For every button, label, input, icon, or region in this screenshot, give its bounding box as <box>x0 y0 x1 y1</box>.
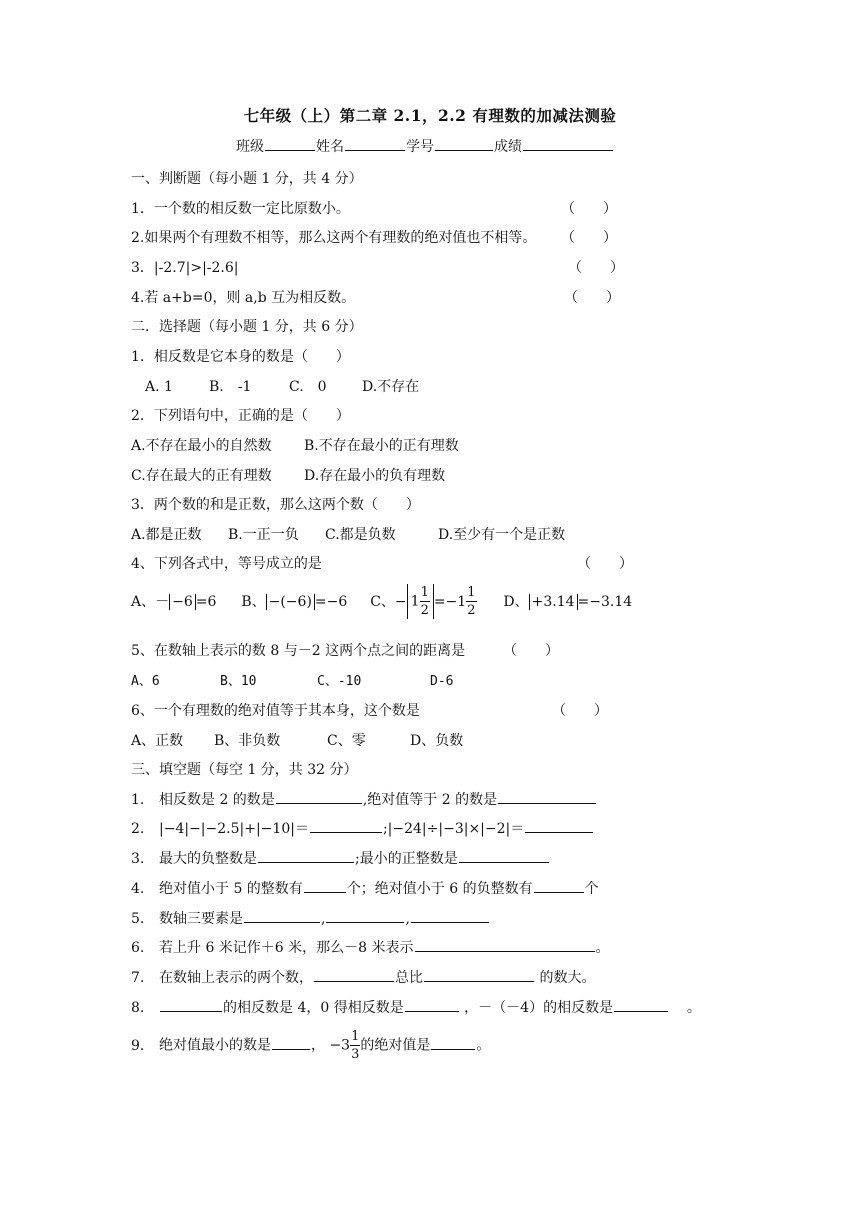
choice-q5-options <box>131 670 453 689</box>
option-d-result: =−3.14 <box>577 593 633 610</box>
score-blank[interactable] <box>523 136 613 151</box>
choice-q2-options-cd <box>131 465 445 485</box>
option-c[interactable] <box>370 585 481 618</box>
judge-q3: 3．|-2.7|>|-2.6| <box>131 260 239 276</box>
option-a-result: =6 <box>195 593 217 610</box>
option-c[interactable]: C、-10 <box>317 674 362 689</box>
question-number: 2. <box>131 821 145 837</box>
option-a[interactable]: A、6 <box>131 674 160 689</box>
option-b[interactable]: B.一正一负 <box>228 527 299 543</box>
name-blank[interactable] <box>345 136 405 151</box>
id-label: 学号 <box>406 139 434 155</box>
fill-q3-blank-2[interactable] <box>459 848 549 863</box>
question-number: 3. <box>131 851 145 867</box>
fill-q5: 5. 数轴三要素是 , , <box>131 908 490 928</box>
fill-q9-blank-1[interactable] <box>272 1035 310 1050</box>
fill-q6-blank-1[interactable] <box>415 937 595 952</box>
option-a[interactable]: A、正数 <box>131 733 184 749</box>
option-d[interactable]: D.至少有一个是正数 <box>438 527 566 543</box>
fill-q7-text-a: 在数轴上表示的两个数， <box>159 970 313 986</box>
choice-q1-options <box>145 376 419 396</box>
question-number: 8. <box>131 1000 145 1016</box>
option-c-result-fraction <box>466 586 476 617</box>
choice-q5-bracket[interactable]: （ ） <box>503 643 559 659</box>
option-b[interactable] <box>241 594 351 610</box>
question-number: 7. <box>131 970 145 986</box>
option-a-abs: −6 <box>169 594 196 610</box>
section1-heading: 一、判断题（每小题 1 分，共 4 分） <box>131 171 363 187</box>
fraction-numerator: 1 <box>467 585 476 600</box>
option-d-abs: +3.14 <box>529 594 578 610</box>
fill-q1-blank-2[interactable] <box>498 789 596 804</box>
option-a[interactable]: A.不存在最小的自然数 <box>131 438 272 454</box>
fraction-denominator: 2 <box>467 603 476 618</box>
fill-q6-text-a: 若上升 6 米记作＋6 米，那么－8 米表示 <box>159 940 414 956</box>
fill-q8-blank-3[interactable] <box>614 997 668 1012</box>
fill-q3-text-a: 最大的负整数是 <box>159 851 257 867</box>
fill-q8 <box>131 997 701 1017</box>
fill-q8-text-a: 的相反数是 4，0 得相反数是 <box>223 1000 404 1016</box>
choice-q2-options-ab <box>131 435 459 455</box>
fill-q7-blank-2[interactable] <box>424 967 534 982</box>
fraction-numerator: 1 <box>351 1029 360 1044</box>
name-label: 姓名 <box>316 139 344 155</box>
fill-q1-text-a: 相反数是 2 的数是 <box>159 792 275 808</box>
judge-q4-bracket[interactable]: （ ） <box>564 290 620 306</box>
question-number: 1. <box>131 792 145 808</box>
section3-heading: 三、填空题（每空 1 分，共 32 分） <box>131 762 358 778</box>
fill-q6 <box>131 937 610 957</box>
question-number: 9. <box>131 1037 145 1054</box>
fraction-numerator: 1 <box>420 585 429 600</box>
fill-q9-blank-2[interactable] <box>431 1035 475 1050</box>
option-b-abs: −(−6) <box>266 594 315 610</box>
fill-q6-text-b: 。 <box>595 940 610 956</box>
choice-q4-options <box>131 584 632 619</box>
option-b[interactable]: B.不存在最小的正有理数 <box>304 438 459 454</box>
judge-q4: 4.若 a+b=0，则 a,b 互为相反数。 <box>131 290 356 306</box>
fill-q1-blank-1[interactable] <box>276 789 362 804</box>
fill-q5-text-a: 数轴三要素是 <box>159 911 243 927</box>
option-c[interactable]: C.都是负数 <box>325 527 396 543</box>
fill-q8-text-b: ，－（－4）的相反数是 <box>464 1000 614 1016</box>
option-b-label: B、 <box>241 593 266 610</box>
fill-q9-fraction <box>350 1030 360 1061</box>
choice-q2: 2．下列语句中，正确的是（ ） <box>131 408 350 424</box>
score-label: 成绩 <box>494 139 522 155</box>
class-blank[interactable] <box>265 136 315 151</box>
option-a[interactable]: A.都是正数 <box>131 527 202 543</box>
choice-q6-options <box>131 730 463 750</box>
fill-q4-blank-1[interactable] <box>304 878 346 893</box>
option-d[interactable]: D.不存在 <box>362 379 420 395</box>
option-c-label: C、 <box>370 593 395 610</box>
choice-q4: 4、下列各式中，等号成立的是 <box>131 556 322 572</box>
option-b[interactable]: B、10 <box>220 674 257 689</box>
fill-q3 <box>131 848 550 868</box>
fill-q5-blank-3[interactable] <box>411 908 489 923</box>
fill-q4 <box>131 878 599 898</box>
fill-q7-text-c: 的数大。 <box>535 970 596 986</box>
option-c-fraction <box>420 586 430 617</box>
fill-q7 <box>131 967 595 987</box>
class-label: 班级 <box>236 139 264 155</box>
choice-q3: 3．两个数的和是正数，那么这两个数（ ） <box>131 497 420 513</box>
fill-q8-blank-1[interactable] <box>160 997 222 1012</box>
fill-q9-text-c: 的绝对值是 <box>360 1037 431 1054</box>
fill-q4-blank-2[interactable] <box>534 878 584 893</box>
choice-q6: 6、一个有理数的绝对值等于其本身，这个数是 <box>131 703 420 719</box>
fill-q4-text-b: 个；绝对值小于 6 的负整数有 <box>346 881 533 897</box>
fill-q7-blank-1[interactable] <box>314 967 394 982</box>
fraction-denominator: 3 <box>351 1047 360 1062</box>
fill-q9-text-d: 。 <box>476 1037 491 1054</box>
choice-q5: 5、在数轴上表示的数 8 与－2 这两个点之间的距离是 <box>131 643 466 659</box>
fill-q2-text-b: ;|−24|÷|−3|×|−2|＝ <box>382 821 525 837</box>
fill-q1-text-b: ,绝对值等于 2 的数是 <box>362 792 498 808</box>
option-c-result: =−1 <box>433 593 467 610</box>
judge-q1: 1．一个数的相反数一定比原数小。 <box>131 201 350 217</box>
option-c-minus: − <box>394 593 407 610</box>
option-d[interactable]: D、负数 <box>410 733 464 749</box>
fill-q8-text-c: 。 <box>686 1000 701 1016</box>
fill-q5-blank-1[interactable] <box>244 908 320 923</box>
option-c[interactable]: C.存在最大的正有理数 <box>131 468 272 484</box>
option-d[interactable] <box>503 594 632 610</box>
fill-q9-text-a: 绝对值最小的数是 <box>159 1037 271 1054</box>
fill-q9-whole: −3 <box>329 1037 351 1054</box>
choice-q3-options <box>131 524 565 544</box>
choice-q4-bracket[interactable]: （ ） <box>577 556 633 572</box>
section2-heading: 二．选择题（每小题 1 分，共 6 分） <box>131 319 363 335</box>
option-a-label: A、 <box>131 593 156 610</box>
option-b[interactable]: B、非负数 <box>214 733 281 749</box>
option-d[interactable]: D-6 <box>430 674 454 689</box>
fill-q8-blank-2[interactable] <box>405 997 459 1012</box>
fill-q2-blank-1[interactable] <box>310 818 382 833</box>
option-c-whole: 1 <box>410 593 420 610</box>
question-number: 4. <box>131 881 145 897</box>
id-blank[interactable] <box>435 136 493 151</box>
judge-q1-bracket[interactable]: （ ） <box>561 201 617 217</box>
question-number: 5. <box>131 911 145 927</box>
option-a[interactable]: A. 1 <box>145 379 173 395</box>
fill-q2 <box>131 818 594 838</box>
option-d[interactable]: D.存在最小的负有理数 <box>304 468 446 484</box>
option-a-minus: － <box>155 593 170 610</box>
fraction-denominator: 2 <box>420 603 429 618</box>
choice-q1: 1．相反数是它本身的数是（ ） <box>131 349 350 365</box>
fill-q7-text-b: 总比 <box>395 970 423 986</box>
option-d-label: D、 <box>503 593 529 610</box>
fill-q9-text-b: ， <box>311 1037 325 1054</box>
option-c-abs <box>407 584 434 619</box>
option-b-result: =−6 <box>314 593 348 610</box>
option-a[interactable] <box>131 594 221 610</box>
judge-q2-bracket[interactable]: （ ） <box>561 230 617 246</box>
fill-q2-blank-2[interactable] <box>525 818 593 833</box>
fill-q9 <box>131 1030 490 1061</box>
option-c[interactable]: C、零 <box>327 733 366 749</box>
fill-q3-text-b: ;最小的正整数是 <box>355 851 458 867</box>
judge-q3-bracket[interactable]: （ ） <box>568 260 624 276</box>
student-info-row <box>236 136 614 156</box>
judge-q2: 2.如果两个有理数不相等，那么这两个有理数的绝对值也不相等。 <box>131 230 537 246</box>
fill-q4-text-c: 个 <box>584 881 599 897</box>
option-b[interactable]: B. -1 <box>209 379 252 395</box>
option-c[interactable]: C. 0 <box>289 379 327 395</box>
page-title: 七年级（上）第二章 2.1，2.2 有理数的加减法测验 <box>243 106 617 125</box>
fill-q4-text-a: 绝对值小于 5 的整数有 <box>159 881 303 897</box>
fill-q3-blank-1[interactable] <box>258 848 354 863</box>
question-number: 6. <box>131 940 145 956</box>
fill-q5-blank-2[interactable] <box>326 908 404 923</box>
fill-q1 <box>131 789 597 809</box>
fill-q2-text-a: |−4|−|−2.5|+|−10|＝ <box>159 821 309 837</box>
choice-q6-bracket[interactable]: （ ） <box>552 703 608 719</box>
